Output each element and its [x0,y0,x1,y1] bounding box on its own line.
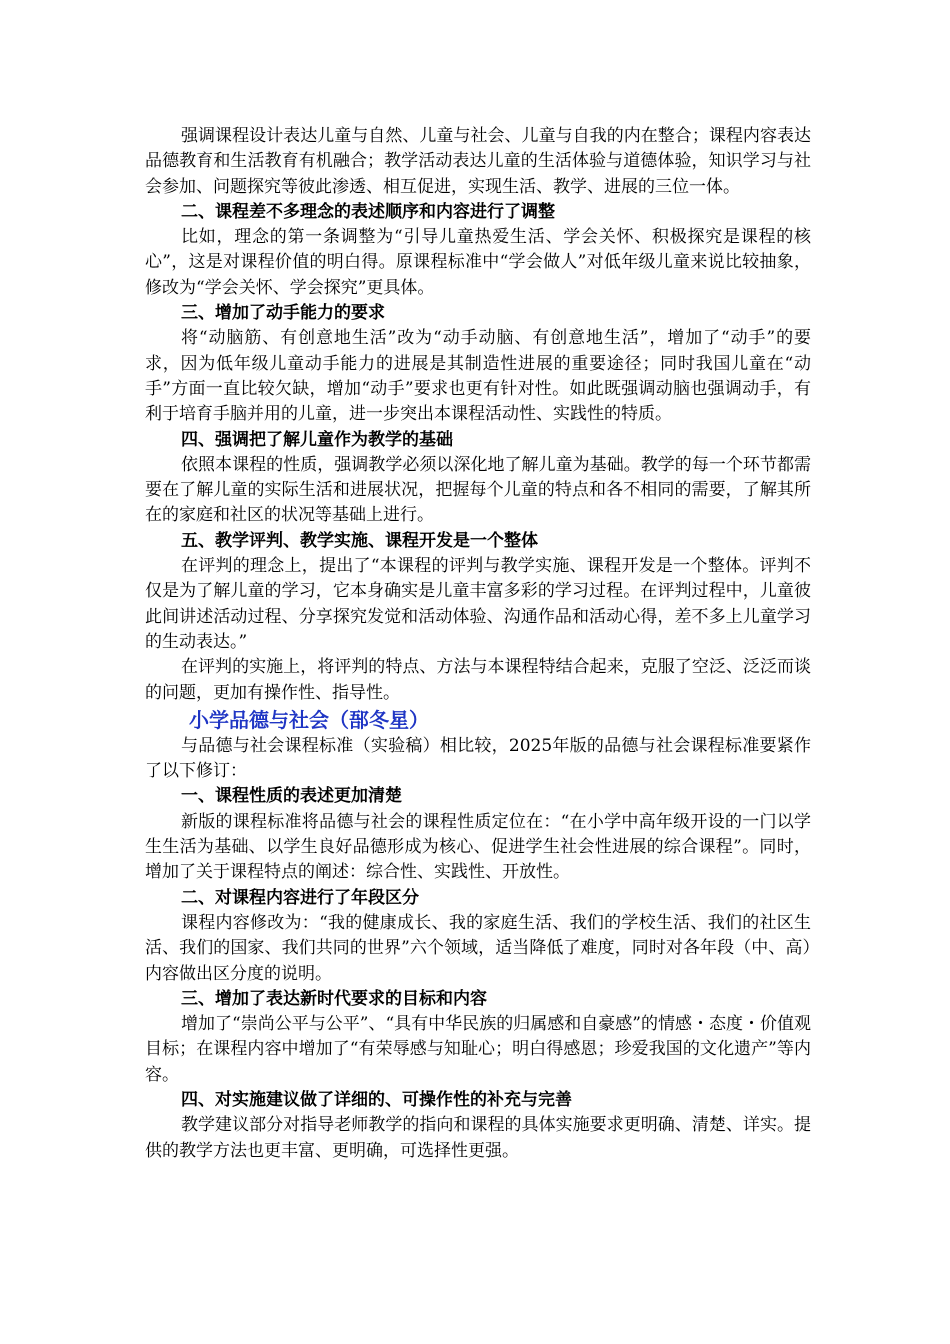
section-heading: 四、强调把了解儿童作为教学的基础 [181,429,453,450]
paragraph: 与品德与社会课程标准（实验稿）相比较，2025年版的品德与社会课程标准要紧作了以下修订： [145,735,811,782]
paragraph: 课程内容修改为：“我的健康成长、我的家庭生活、我们的学校生活、我们的社区生活、我们的国家、我们共同的世界”六个领域，适当降低了难度，同时对各年段（中、高）内容做出区分度的说明。 [145,912,811,984]
paragraph: 强调课程设计表达儿童与自然、儿童与社会、儿童与自我的内在整合；课程内容表达品德教育和生活教育有机融合；教学活动表达儿童的生活体验与道德体验，知识学习与社会参加、问题探究等彼此渗透、相互促进，实现生活、教学、进展的三位一体。 [145,126,811,197]
paragraph: 比如，理念的第一条调整为“引导儿童热爱生活、学会关怀、积极探究是课程的核心”，这是对课程价值的明白得。原课程标准中“学会做人”对低年级儿童来说比较抽象，修改为“学会关怀、学会探究”更具体。 [145,227,811,298]
section-heading: 二、对课程内容进行了年段区分 [181,887,419,908]
paragraph: 在评判的实施上，将评判的特点、方法与本课程特结合起来，克服了空泛、泛泛而谈的问题，更加有操作性、指导性。 [145,657,811,703]
section-heading: 三、增加了表达新时代要求的目标和内容 [181,988,487,1009]
section-heading: 三、增加了动手能力的要求 [181,303,385,324]
paragraph: 在评判的理念上，提出了“本课程的评判与教学实施、课程开发是一个整体。评判不仅是为了解儿童的学习，它本身确实是儿童丰富多彩的学习过程。在评判过程中，儿童彼此间讲述活动过程、分享探究发觉和活动体验、沟通作品和活动心得，差不多上儿童学习的生动表达。” [145,556,811,652]
paragraph: 教学建议部分对指导老师教学的指向和课程的具体实施要求更明确、清楚、详实。提供的教学方法也更丰富、更明确，可选择性更强。 [145,1115,811,1161]
section-heading: 二、课程差不多理念的表述顺序和内容进行了调整 [181,201,555,222]
section-heading: 四、对实施建议做了详细的、可操作性的补充与完善 [181,1089,572,1110]
paragraph: 将“动脑筋、有创意地生活”改为“动手动脑、有创意地生活”，增加了“动手”的要求，因为低年级儿童动手能力的进展是其制造性进展的重要途径；同时我国儿童在“动手”方面一直比较欠缺，增加“动手”要求也更有针对性。如此既强调动脑也强调动手，有利于培育手脑并用的儿童，进一步突出本课程活动性、实践性的特质。 [145,328,811,425]
paragraph: 增加了“崇尚公平与公平”、“具有中华民族的归属感和自豪感”的情感・态度・价值观目标；在课程内容中增加了“有荣辱感与知耻心；明白得感恩；珍爱我国的文化遗产”等内容。 [145,1014,811,1085]
document-page [145,124,811,1164]
paragraph: 依照本课程的性质，强调教学必须以深化地了解儿童为基础。教学的每一个环节都需要在了解儿童的实际生活和进展状况，把握每个儿童的特点和各不相同的需要，了解其所在的家庭和社区的状况等基础上进行。 [145,454,811,526]
section-heading: 五、教学评判、教学实施、课程开发是一个整体 [181,530,538,551]
section-title: 小学品德与社会（郚冬星） [189,707,429,732]
paragraph: 新版的课程标准将品德与社会的课程性质定位在：“在小学中高年级开设的一门以学生生活为基础、以学生良好品德形成为核心、促进学生社会性进展的综合课程”。同时，增加了关于课程特点的阐述：综合性、实践性、开放性。 [145,811,811,883]
section-heading: 一、课程性质的表述更加清楚 [181,786,402,807]
